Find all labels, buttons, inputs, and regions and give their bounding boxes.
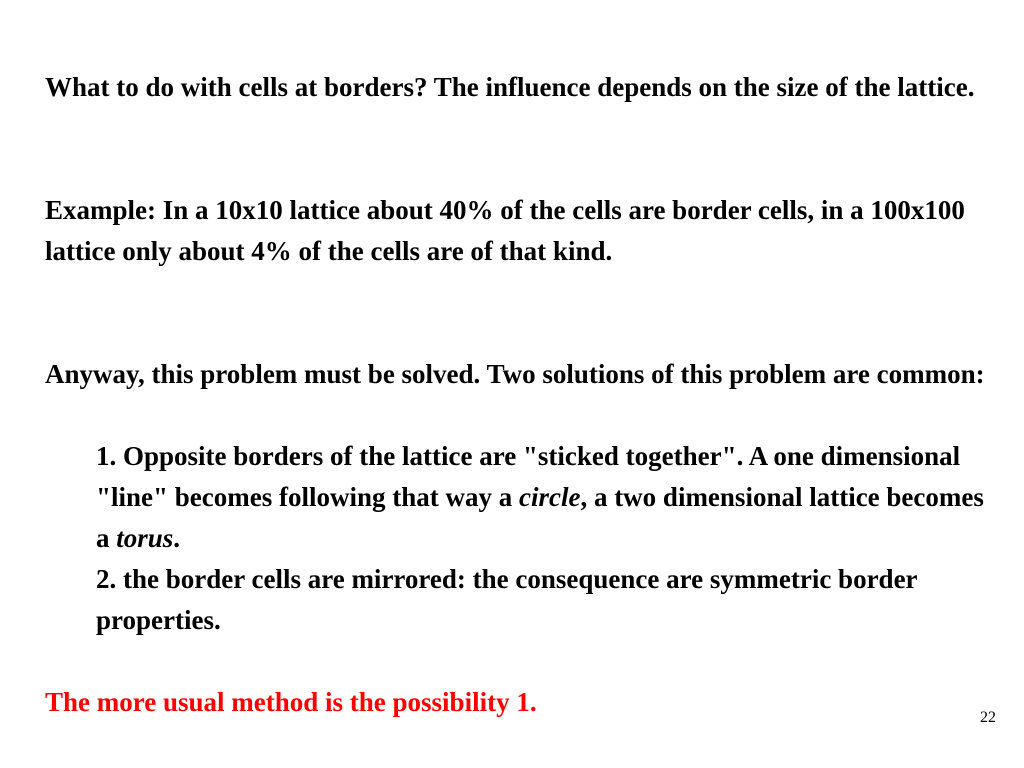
term-torus: torus (116, 523, 174, 553)
paragraph-example: Example: In a 10x10 lattice about 40% of the cells are border cells, in a 100x100 lattice only about 4% of the cells are of that kind. (45, 195, 965, 266)
paragraph-solutions-intro: Anyway, this problem must be solved. Two solutions of this problem are common: (45, 359, 985, 389)
solution-item-1-text-a: 1. Opposite borders of the lattice are "sticked together". A one dimensional "line" becomes following that way a (96, 441, 961, 512)
solutions-list (96, 436, 986, 641)
page-number: 22 (980, 709, 996, 726)
solution-item-1-text-c: . (173, 523, 181, 553)
solution-item-1 (96, 436, 986, 559)
solution-item-1-text-b: , a two dimensional lattice becomes a (96, 482, 984, 553)
term-circle: circle (518, 482, 581, 512)
conclusion-note: The more usual method is the possibility 1. (45, 687, 537, 717)
solution-item-2: 2. the border cells are mirrored: the consequence are symmetric border properties. (96, 564, 918, 635)
paragraph-border-question: What to do with cells at borders? The influence depends on the size of the lattice. (45, 72, 975, 102)
